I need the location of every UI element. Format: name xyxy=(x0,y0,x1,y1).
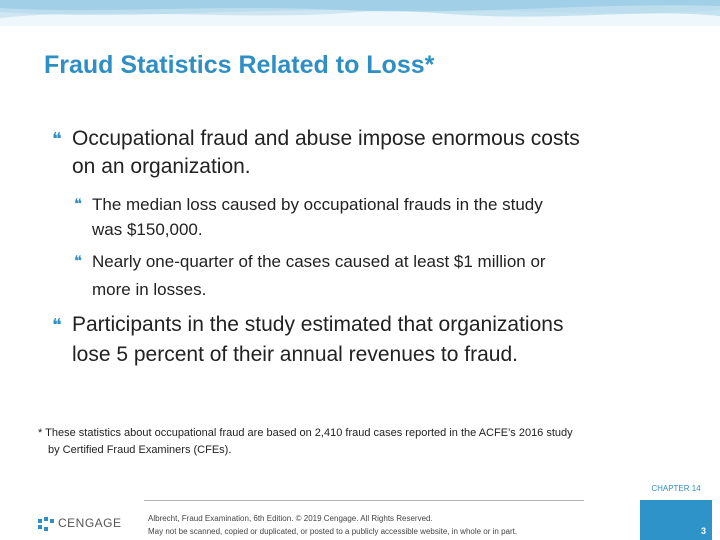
bullet-icon: ❝ xyxy=(52,315,62,335)
footnote-line: by Certified Fraud Examiners (CFEs). xyxy=(48,444,232,456)
footnote xyxy=(38,425,688,459)
sub-bullet-text-line: Nearly one-quarter of the cases caused at least $1 million or xyxy=(92,252,546,271)
cengage-logo-text: CENGAGE xyxy=(58,516,122,530)
chapter-label: CHAPTER 14 xyxy=(651,484,701,493)
bullet-text-line: on an organization. xyxy=(72,155,251,178)
footer-divider xyxy=(144,500,584,501)
bullet-text-line: Occupational fraud and abuse impose enormous costs xyxy=(72,127,580,150)
bullet-text-line: Participants in the study estimated that organizations xyxy=(72,313,564,336)
page-number-box xyxy=(640,500,712,540)
copyright-line: Albrecht, Fraud Examination, 6th Edition. © 2019 Cengage. All Rights Reserved. xyxy=(148,514,433,523)
sub-bullet-text-line: The median loss caused by occupational frauds in the study xyxy=(92,195,543,214)
copyright-notice xyxy=(148,512,517,538)
bullet-icon: ❝ xyxy=(74,196,83,213)
page-number: 3 xyxy=(700,526,706,536)
slide-title: Fraud Statistics Related to Loss* xyxy=(44,51,435,79)
sub-bullet-text-line: more in losses. xyxy=(92,280,207,299)
copyright-line: May not be scanned, copied or duplicated, or posted to a publicly accessible website, in whole or in part. xyxy=(148,527,518,536)
bullet-icon: ❝ xyxy=(52,129,62,149)
footnote-line: * These statistics about occupational fraud are based on 2,410 fraud cases reported in the ACFE’s 2016 study xyxy=(38,427,573,439)
bullet-icon: ❝ xyxy=(74,253,83,270)
bullet-text-line: lose 5 percent of their annual revenues to fraud. xyxy=(72,343,518,366)
sub-bullet-text-line: was $150,000. xyxy=(92,220,203,239)
